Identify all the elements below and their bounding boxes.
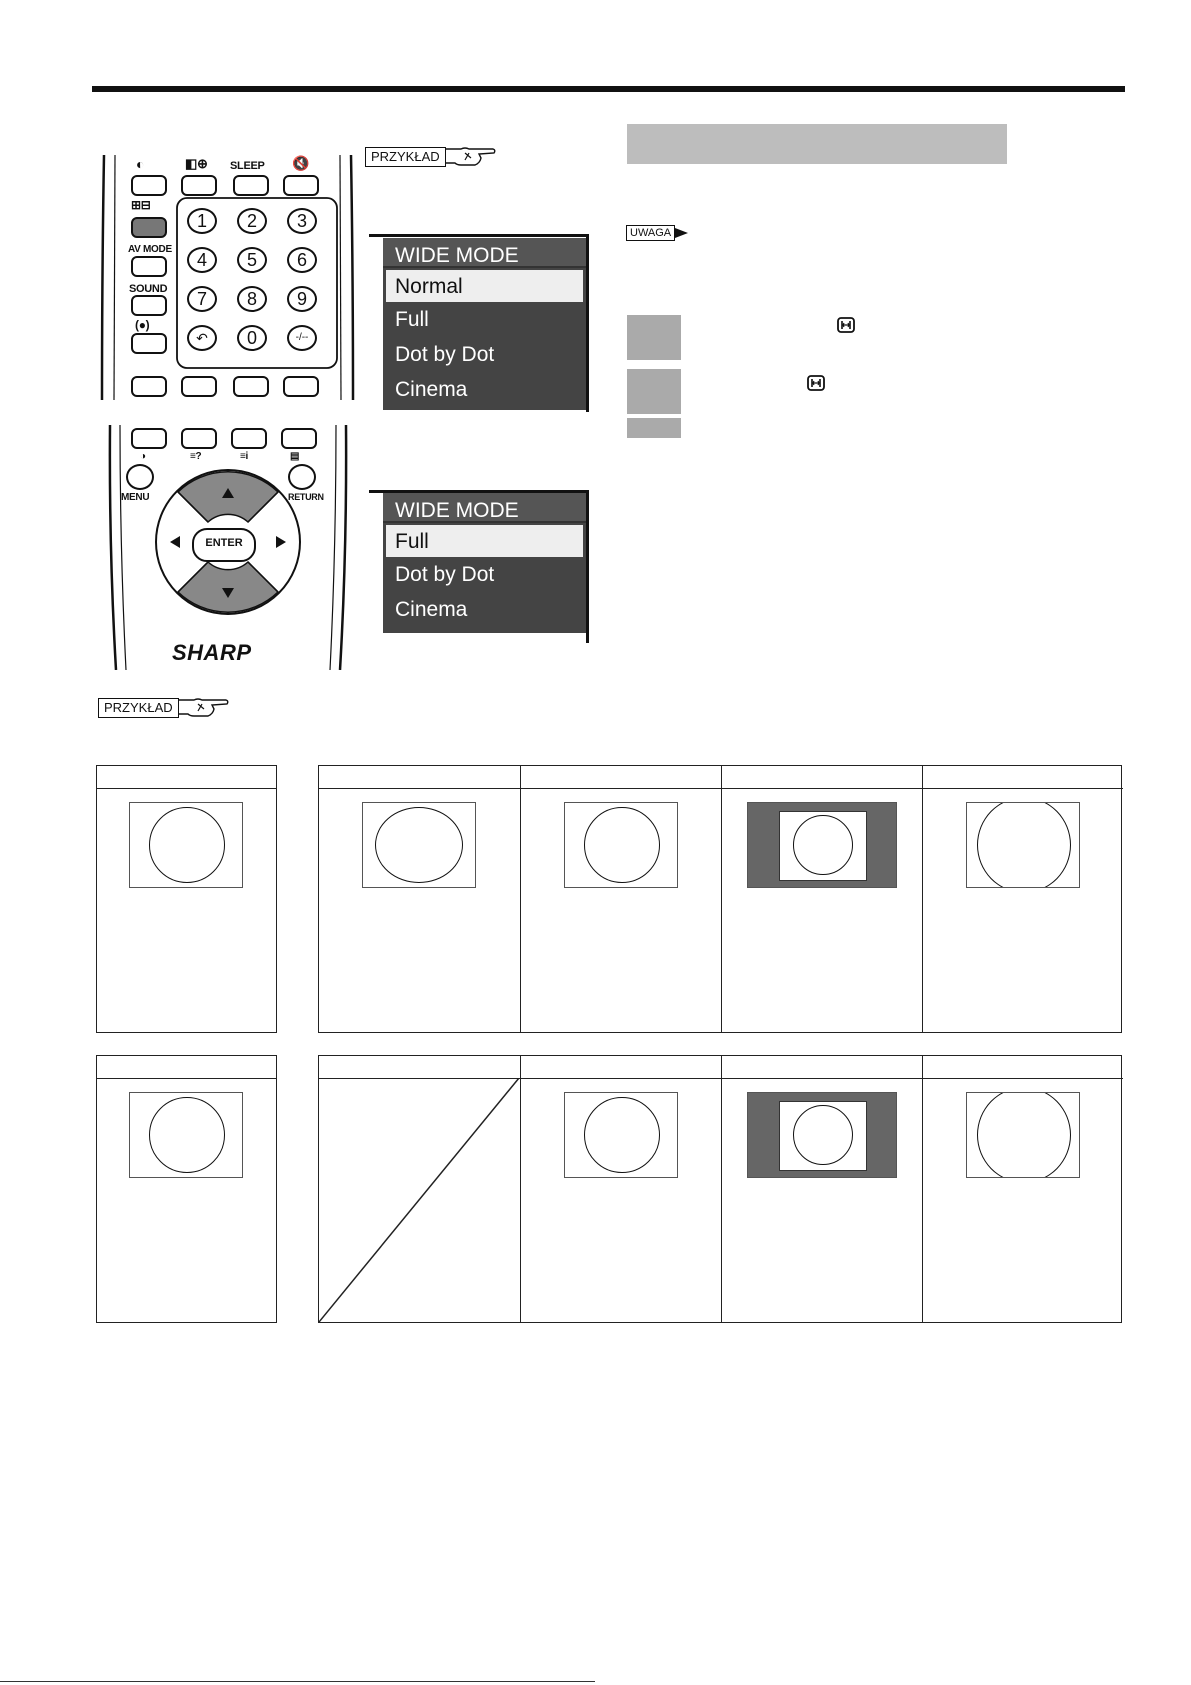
mode-header bbox=[923, 1056, 1123, 1079]
test-circle-small bbox=[793, 1105, 853, 1165]
pointing-hand-icon bbox=[178, 697, 230, 719]
contrast-button[interactable] bbox=[131, 175, 167, 196]
inner-picture bbox=[779, 811, 867, 881]
wide-mode-key-icon-2 bbox=[806, 374, 828, 394]
surround-icon: (●) bbox=[135, 318, 150, 332]
mode-cell-full-2 bbox=[520, 1056, 721, 1322]
mode-screen bbox=[564, 802, 678, 888]
mode-cell-cinema-1 bbox=[922, 766, 1123, 1032]
bottom-button-4[interactable] bbox=[283, 376, 319, 397]
source-header-2 bbox=[97, 1056, 276, 1079]
example-tag-label: PRZYKŁAD bbox=[365, 147, 446, 167]
color-button-2[interactable] bbox=[181, 428, 217, 449]
inner-picture bbox=[779, 1101, 867, 1171]
menu1-item-cinema[interactable]: Cinema bbox=[395, 378, 468, 401]
digit-mode-button[interactable]: -/-- bbox=[287, 325, 317, 351]
mode-cell-normal-2-na bbox=[319, 1056, 520, 1322]
picture-button[interactable] bbox=[181, 175, 217, 196]
color-button-1[interactable] bbox=[131, 428, 167, 449]
color-button-4[interactable] bbox=[281, 428, 317, 449]
menu2-item-cinema[interactable]: Cinema bbox=[395, 598, 468, 621]
menu-label: MENU bbox=[121, 492, 150, 503]
menu2-item-dot-by-dot[interactable]: Dot by Dot bbox=[395, 563, 495, 586]
num-6-button[interactable]: 6 bbox=[287, 247, 317, 273]
test-circle-wide bbox=[375, 807, 463, 883]
sleep-label: SLEEP bbox=[230, 160, 265, 172]
brand-logo: SHARP bbox=[172, 640, 252, 665]
mode-header bbox=[923, 766, 1123, 789]
mode-screen-letterbox bbox=[747, 1092, 897, 1178]
num-5-button[interactable]: 5 bbox=[237, 247, 267, 273]
mode-header bbox=[722, 766, 922, 789]
num-3-button[interactable]: 3 bbox=[287, 208, 317, 234]
source-table-1 bbox=[96, 765, 277, 1033]
note-arrow-icon bbox=[675, 226, 689, 240]
bottom-button-1[interactable] bbox=[131, 376, 167, 397]
example-tag-bottom-label: PRZYKŁAD bbox=[98, 698, 179, 718]
section-heading-band bbox=[627, 124, 1007, 164]
num-9-button[interactable]: 9 bbox=[287, 286, 317, 312]
bottom-button-3[interactable] bbox=[233, 376, 269, 397]
av-mode-button[interactable] bbox=[131, 256, 167, 277]
contrast-icon: ◐ bbox=[136, 156, 145, 172]
step-2-marker bbox=[627, 369, 681, 414]
mode-cell-dot-by-dot-2 bbox=[721, 1056, 922, 1322]
picture-mode-icon: ◧⊕ bbox=[185, 156, 208, 171]
menu1-top-rule bbox=[369, 234, 589, 237]
test-circle-small bbox=[793, 815, 853, 875]
num-4-button[interactable]: 4 bbox=[187, 247, 217, 273]
mode-screen-zoomed bbox=[966, 802, 1080, 888]
mute-button[interactable] bbox=[283, 175, 319, 196]
menu1-title: WIDE MODE bbox=[383, 238, 586, 268]
sound-label: SOUND bbox=[129, 283, 168, 295]
sleep-button[interactable] bbox=[233, 175, 269, 196]
sound-button[interactable] bbox=[131, 295, 167, 316]
example-tag-top bbox=[365, 146, 497, 168]
bottom-button-2[interactable] bbox=[181, 376, 217, 397]
wide-mode-menu-1 bbox=[383, 238, 586, 410]
menu1-item-dot-by-dot[interactable]: Dot by Dot bbox=[395, 343, 495, 366]
source-screen-2 bbox=[129, 1092, 243, 1178]
mute-icon: 🔇 bbox=[292, 155, 310, 171]
top-rule bbox=[92, 86, 1125, 92]
source-header-1 bbox=[97, 766, 276, 789]
test-circle-zoomed bbox=[977, 802, 1071, 888]
teletext-icon-3: ≡i bbox=[240, 451, 249, 462]
test-circle bbox=[149, 807, 225, 883]
mode-cell-cinema-2 bbox=[922, 1056, 1123, 1322]
mode-header bbox=[722, 1056, 922, 1079]
mode-table-2 bbox=[318, 1055, 1122, 1323]
mode-header bbox=[319, 1056, 520, 1079]
menu1-right-rule bbox=[586, 234, 589, 412]
enter-button[interactable]: ENTER bbox=[192, 528, 256, 562]
test-circle bbox=[584, 807, 660, 883]
return-button[interactable] bbox=[288, 464, 316, 490]
menu1-item-full[interactable]: Full bbox=[395, 308, 429, 331]
pointing-hand-icon bbox=[445, 146, 497, 168]
flashback-button[interactable]: ↶ bbox=[187, 325, 217, 351]
step-1-marker bbox=[627, 315, 681, 360]
mode-header bbox=[521, 1056, 721, 1079]
bottom-rule bbox=[0, 1681, 595, 1682]
source-table-2 bbox=[96, 1055, 277, 1323]
mode-header bbox=[521, 766, 721, 789]
not-available-diagonal bbox=[319, 1078, 520, 1322]
menu-button[interactable] bbox=[126, 464, 154, 490]
remote-control-lower bbox=[108, 420, 348, 670]
num-1-button[interactable]: 1 bbox=[187, 208, 217, 234]
teletext-icon-4: ▤ bbox=[290, 451, 300, 462]
menu2-title: WIDE MODE bbox=[383, 493, 586, 523]
mode-screen-letterbox bbox=[747, 802, 897, 888]
num-2-button[interactable]: 2 bbox=[237, 208, 267, 234]
step-3-marker bbox=[627, 418, 681, 438]
wide-mode-menu-2 bbox=[383, 493, 586, 633]
color-button-3[interactable] bbox=[231, 428, 267, 449]
return-label: RETURN bbox=[288, 492, 324, 502]
teletext-icon-2: ≡? bbox=[190, 451, 202, 462]
note-tag bbox=[626, 222, 689, 244]
source-screen-1 bbox=[129, 802, 243, 888]
test-circle bbox=[584, 1097, 660, 1173]
test-circle bbox=[149, 1097, 225, 1173]
mode-header bbox=[319, 766, 520, 789]
wide-mode-icon: ⊞⊟ bbox=[131, 198, 151, 212]
num-7-button[interactable]: 7 bbox=[187, 286, 217, 312]
mode-cell-full-1 bbox=[520, 766, 721, 1032]
num-0-button[interactable]: 0 bbox=[237, 325, 267, 351]
test-circle-zoomed bbox=[977, 1092, 1071, 1178]
menu1-item-normal[interactable]: Normal bbox=[386, 270, 583, 302]
mode-table-1 bbox=[318, 765, 1122, 1033]
wide-mode-button[interactable] bbox=[131, 217, 167, 238]
menu2-item-full[interactable]: Full bbox=[386, 525, 583, 557]
remote-control-upper bbox=[100, 150, 355, 400]
num-8-button[interactable]: 8 bbox=[237, 286, 267, 312]
mode-screen bbox=[362, 802, 476, 888]
mode-cell-normal-1 bbox=[319, 766, 520, 1032]
surround-button[interactable] bbox=[131, 333, 167, 354]
note-tag-label: UWAGA bbox=[626, 225, 675, 241]
av-mode-label: AV MODE bbox=[128, 244, 172, 255]
teletext-icon-1: ◑ bbox=[140, 451, 146, 462]
menu2-right-rule bbox=[586, 490, 589, 643]
wide-mode-key-icon-1 bbox=[836, 316, 858, 336]
mode-screen-zoomed bbox=[966, 1092, 1080, 1178]
example-tag-bottom bbox=[98, 697, 230, 719]
mode-cell-dot-by-dot-1 bbox=[721, 766, 922, 1032]
mode-screen bbox=[564, 1092, 678, 1178]
